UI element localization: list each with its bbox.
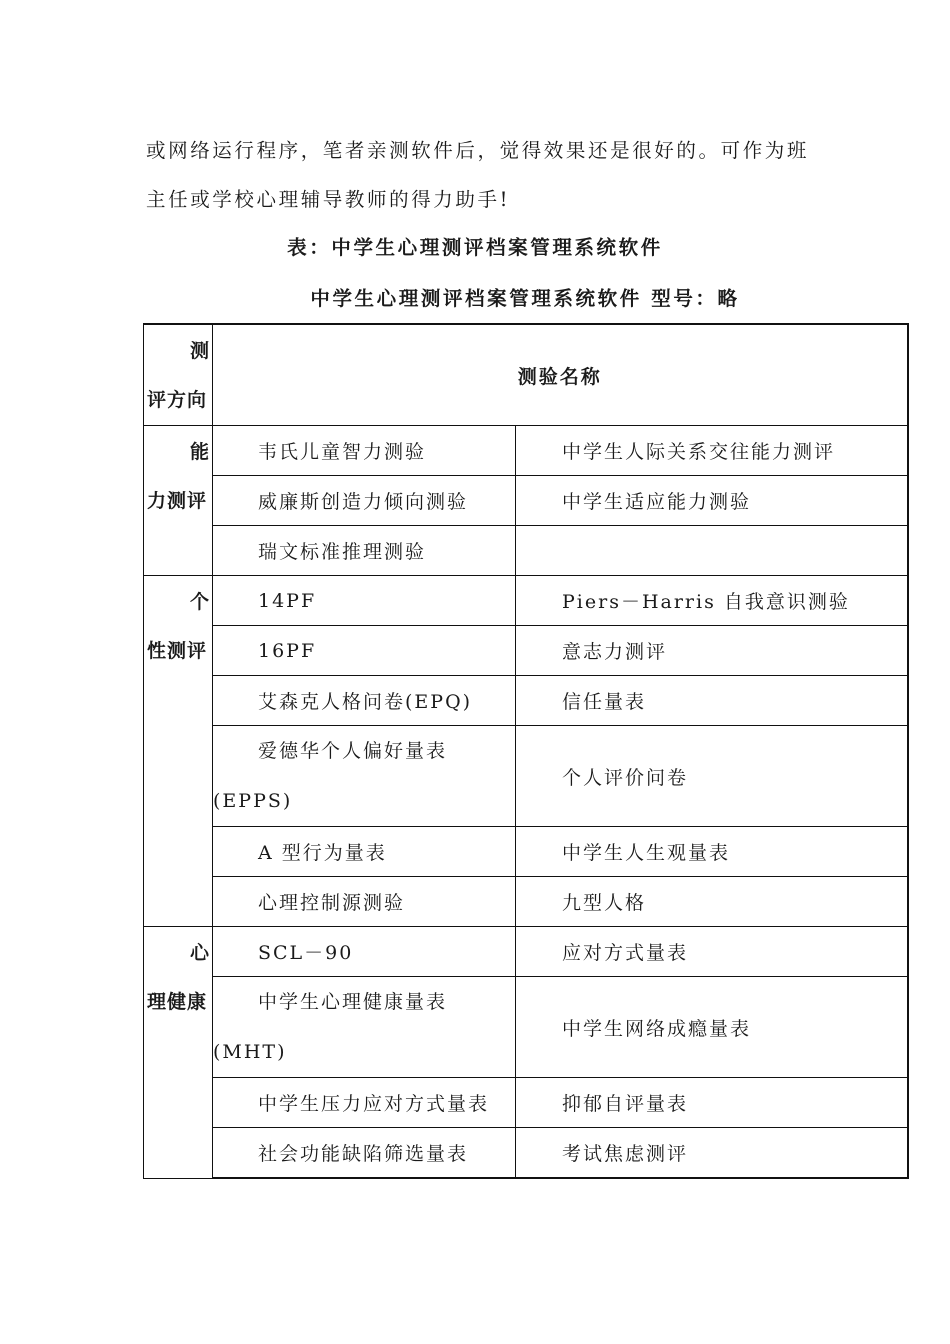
table-header-row [144,324,908,426]
test-name-cell-left: A 型行为量表 [213,827,516,877]
body-paragraph-line-1: 或网络运行程序，笔者亲测软件后，觉得效果还是很好的。可作为班 [146,139,810,162]
table-row [144,877,908,927]
test-name-cell-left: 威廉斯创造力倾向测验 [213,476,516,526]
category-line-2: 理健康 [147,991,208,1013]
table-row [144,726,908,827]
test-name-cell-left: 心理控制源测验 [213,877,516,927]
test-name-cell-left: 中学生压力应对方式量表 [213,1078,516,1128]
test-name-cell-right: 中学生人生观量表 [516,827,908,877]
test-name-line-2: (MHT) [213,1041,287,1063]
table-row [144,626,908,676]
test-name-cell-right: 个人评价问卷 [516,726,908,827]
test-name-cell-right: 考试焦虑测评 [516,1128,908,1179]
table-row [144,827,908,877]
header-test-name-cell: 测验名称 [213,324,908,426]
test-name-line-1: 中学生心理健康量表 [258,991,448,1013]
category-line-2: 力测评 [147,490,208,512]
test-name-cell-left: SCL－90 [213,927,516,977]
body-paragraph-line-2: 主任或学校心理辅导教师的得力助手! [146,188,511,211]
category-line-1: 心 [189,942,210,964]
table-body [144,324,908,1178]
table-row [144,927,908,977]
table-row [144,977,908,1078]
test-name-cell-right: 中学生网络成瘾量表 [516,977,908,1078]
test-name-cell-right: Piers－Harris 自我意识测验 [516,576,908,626]
test-name-line-1: 爱德华个人偏好量表 [258,740,448,762]
table-row [144,576,908,626]
category-cell [144,576,213,927]
header-category-cell [144,324,213,426]
header-category-line-1: 测 [189,340,210,362]
table-caption: 表：中学生心理测评档案管理系统软件 [287,236,663,259]
test-name-cell-left: 14PF [213,576,516,626]
test-name-cell-left [213,977,516,1078]
table-row [144,426,908,476]
test-name-cell-right: 中学生适应能力测验 [516,476,908,526]
test-name-cell-right: 抑郁自评量表 [516,1078,908,1128]
category-line-2: 性测评 [147,640,208,662]
header-category-line-2: 评方向 [147,389,208,411]
table-row [144,526,908,576]
table-row [144,476,908,526]
test-name-cell-right: 九型人格 [516,877,908,927]
test-name-cell-right: 意志力测评 [516,626,908,676]
table-row [144,1078,908,1128]
test-name-cell-left: 16PF [213,626,516,676]
category-line-1: 个 [189,591,210,613]
table-row [144,1128,908,1179]
category-cell [144,927,213,1179]
test-name-cell-right: 应对方式量表 [516,927,908,977]
test-name-cell-right: 信任量表 [516,676,908,726]
table-row [144,676,908,726]
table-subtitle: 中学生心理测评档案管理系统软件 型号：略 [310,287,740,310]
test-name-cell-right [516,526,908,576]
test-name-cell-left: 艾森克人格问卷(EPQ) [213,676,516,726]
test-catalog-table [143,323,909,1179]
test-name-cell-left [213,726,516,827]
test-name-cell-right: 中学生人际关系交往能力测评 [516,426,908,476]
category-line-1: 能 [189,441,210,463]
category-cell [144,426,213,576]
test-name-cell-left: 瑞文标准推理测验 [213,526,516,576]
test-name-cell-left: 社会功能缺陷筛选量表 [213,1128,516,1179]
test-name-line-2: (EPPS) [213,790,293,812]
test-name-cell-left: 韦氏儿童智力测验 [213,426,516,476]
